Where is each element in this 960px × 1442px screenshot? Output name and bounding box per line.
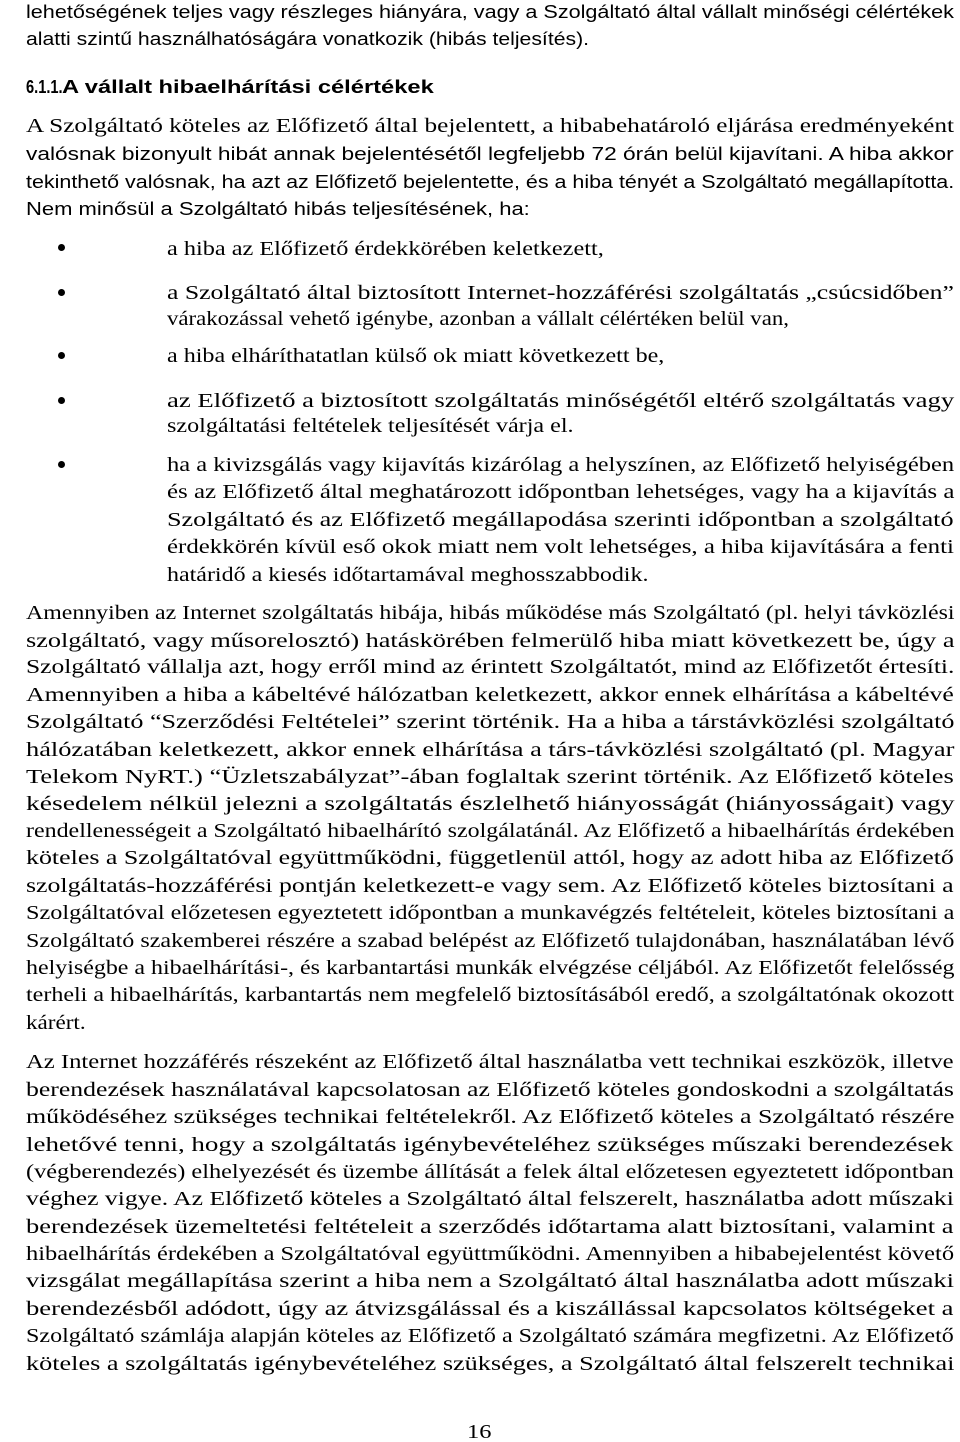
- bullet-line: Szolgáltató és az Előfizető megállapodása szerinti időpontban a szolgáltató: [167, 509, 954, 531]
- paragraph-line: Amennyiben az Internet szolgáltatás hibája, hibás működése más Szolgáltató (pl. helyi távközlési: [26, 602, 955, 624]
- paragraph-line: Szolgáltató “Szerződési Feltételei” szerint történik. Ha a hiba a társtávközlési szolgáltató: [26, 711, 955, 733]
- paragraph-line: késedelem nélkül jelezni a szolgáltatás észlelhető hiányosságát (hiányosságait) vagy: [26, 793, 955, 815]
- paragraph-line: Szolgáltatóval előzetesen egyeztetett időpontban a munkavégzés feltételeit, köteles biztosítani a: [26, 902, 955, 924]
- paragraph-line: (végberendezés) elhelyezését és üzembe állítását a felek által előzetesen egyeztetett időpontban: [26, 1161, 954, 1183]
- section-title: A vállalt hibaelhárítási célértékek: [62, 76, 434, 97]
- paragraph-line: Szolgáltató számlája alapján köteles az Előfizető a Szolgáltató számára megfizetni. Az Előfizető: [26, 1325, 954, 1347]
- bullet-line: szolgáltatási feltételek teljesítését várja el.: [167, 415, 574, 437]
- intro-line: lehetőségének teljes vagy részleges hiányára, vagy a Szolgáltató által vállalt minőségi célértékek: [26, 1, 954, 22]
- bullet-line: a Szolgáltató által biztosított Internet-hozzáférési szolgáltatás „csúcsidőben”: [167, 282, 954, 304]
- paragraph-line: véghez vigye. Az Előfizető köteles a Szolgáltató által felszerelt, használatba adott műszaki: [26, 1188, 954, 1210]
- bullet-line: az Előfizető a biztosított szolgáltatás minőségétől eltérő szolgáltatás vagy: [167, 390, 955, 412]
- bullet-dot: [58, 244, 65, 251]
- bullet-line: a hiba az Előfizető érdekkörében keletkezett,: [167, 238, 604, 260]
- paragraph-line: helyiségbe a hibaelhárítási-, és karbantartási munkák elvégzése céljából. Az Előfizetőt felelősség: [26, 957, 955, 979]
- bullet-dot: [58, 289, 65, 296]
- paragraph-line: köteles a Szolgáltatóval együttműködni, függetlenül attól, hogy az adott hiba az Előfizető: [26, 847, 954, 869]
- bullet-line: a hiba elháríthatatlan külső ok miatt következett be,: [167, 345, 665, 367]
- paragraph-line: Szolgáltató szakemberei részére a szabad belépést az Előfizető tulajdonában, használatában lévő: [26, 930, 955, 952]
- paragraph-line: hibaelhárítás érdekében a Szolgáltatóval együttműködni. Amennyiben a hibabejelentést követő: [26, 1243, 955, 1265]
- paragraph-line: berendezések használatával kapcsolatosan az Előfizető köteles gondoskodni a szolgáltatás: [26, 1079, 954, 1101]
- paragraph-line: vizsgálat megállapítása szerint a hiba nem a Szolgáltató által használatba adott műszaki: [26, 1270, 954, 1292]
- section-line: tekinthető valósnak, ha azt az Előfizető bejelentette, és a hiba tényét a Szolgáltató megállapította.: [26, 171, 955, 192]
- paragraph-line: terheli a hibaelhárítás, karbantartás nem megfelelő biztosításából eredő, a szolgáltatónak okozott: [26, 984, 955, 1006]
- bullet-dot: [58, 397, 65, 404]
- bullet-line: várakozással vehető igénybe, azonban a vállalt célértéken belül van,: [167, 308, 789, 330]
- paragraph-line: szolgáltatás-hozzáférési pontján keletkezett-e vagy sem. Az Előfizető köteles biztosítani a: [26, 875, 954, 897]
- bullet-line: érdekkörén kívül eső okok miatt nem volt lehetséges, a hiba kijavítására a fenti: [167, 536, 954, 558]
- paragraph-line: kárért.: [26, 1012, 86, 1034]
- section-number: 6.1.1.: [26, 76, 63, 97]
- paragraph-line: Amennyiben a hiba a kábeltévé hálózatban keletkezett, akkor ennek elhárítása a kábeltévé: [26, 684, 954, 706]
- paragraph-line: Szolgáltató vállalja azt, hogy erről mind az érintett Szolgáltatót, mind az Előfizetőt értesíti.: [26, 656, 955, 678]
- intro-line: alatti szintű használhatóságára vonatkozik (hibás teljesítés).: [26, 28, 590, 49]
- paragraph-line: hálózatában keletkezett, akkor ennek elhárítása a társ-távközlési szolgáltató (pl. Magyar: [26, 739, 955, 761]
- section-line: A Szolgáltató köteles az Előfizető által bejelentett, a hibabehatároló eljárása eredményeként: [26, 115, 955, 137]
- paragraph-line: berendezésből adódott, úgy az átvizsgálással és a kiszállással kapcsolatos költségeket a: [26, 1298, 954, 1320]
- paragraph-line: szolgáltató, vagy műsorelosztó) hatáskörében felmerülő hiba miatt következett be, úgy a: [26, 630, 955, 652]
- page-number: 16: [467, 1421, 492, 1442]
- bullet-line: ha a kivizsgálás vagy kijavítás kizárólag a helyszínen, az Előfizető helyiségében: [167, 454, 955, 476]
- paragraph-line: Telekom NyRT.) “Üzletszabályzat”-ában foglaltak szerint történik. Az Előfizető köteles: [26, 766, 954, 788]
- paragraph-line: működéséhez szükséges technikai feltételekről. Az Előfizető köteles a Szolgáltató részére: [26, 1106, 955, 1128]
- paragraph-line: rendellenességeit a Szolgáltató hibaelhárító szolgálatánál. Az Előfizető a hibaelhárítás érdekében: [26, 820, 955, 842]
- bullet-dot: [58, 461, 65, 468]
- bullet-line: és az Előfizető által meghatározott időpontban lehetséges, vagy ha a kijavítás a: [167, 481, 955, 503]
- paragraph-line: lehetővé tenni, hogy a szolgáltatás igénybevételéhez szükséges műszaki berendezések: [26, 1134, 954, 1156]
- bullet-dot: [58, 352, 65, 359]
- paragraph-line: köteles a szolgáltatás igénybevételéhez szükséges, a Szolgáltató által felszerelt technikai: [26, 1353, 955, 1375]
- paragraph-line: berendezések üzemeltetési feltételeit a szerződés időtartama alatt biztosítani, valamint a: [26, 1216, 954, 1238]
- paragraph-line: Az Internet hozzáférés részeként az Előfizető által használatba vett technikai eszközök, illetve: [26, 1051, 954, 1073]
- bullet-line: határidő a kiesés időtartamával meghosszabbodik.: [167, 564, 649, 586]
- section-line: Nem minősül a Szolgáltató hibás teljesítésének, ha:: [26, 198, 530, 219]
- section-line: valósnak bizonyult hibát annak bejelentésétől legfeljebb 72 órán belül kijavítani. A hiba akkor: [26, 143, 954, 164]
